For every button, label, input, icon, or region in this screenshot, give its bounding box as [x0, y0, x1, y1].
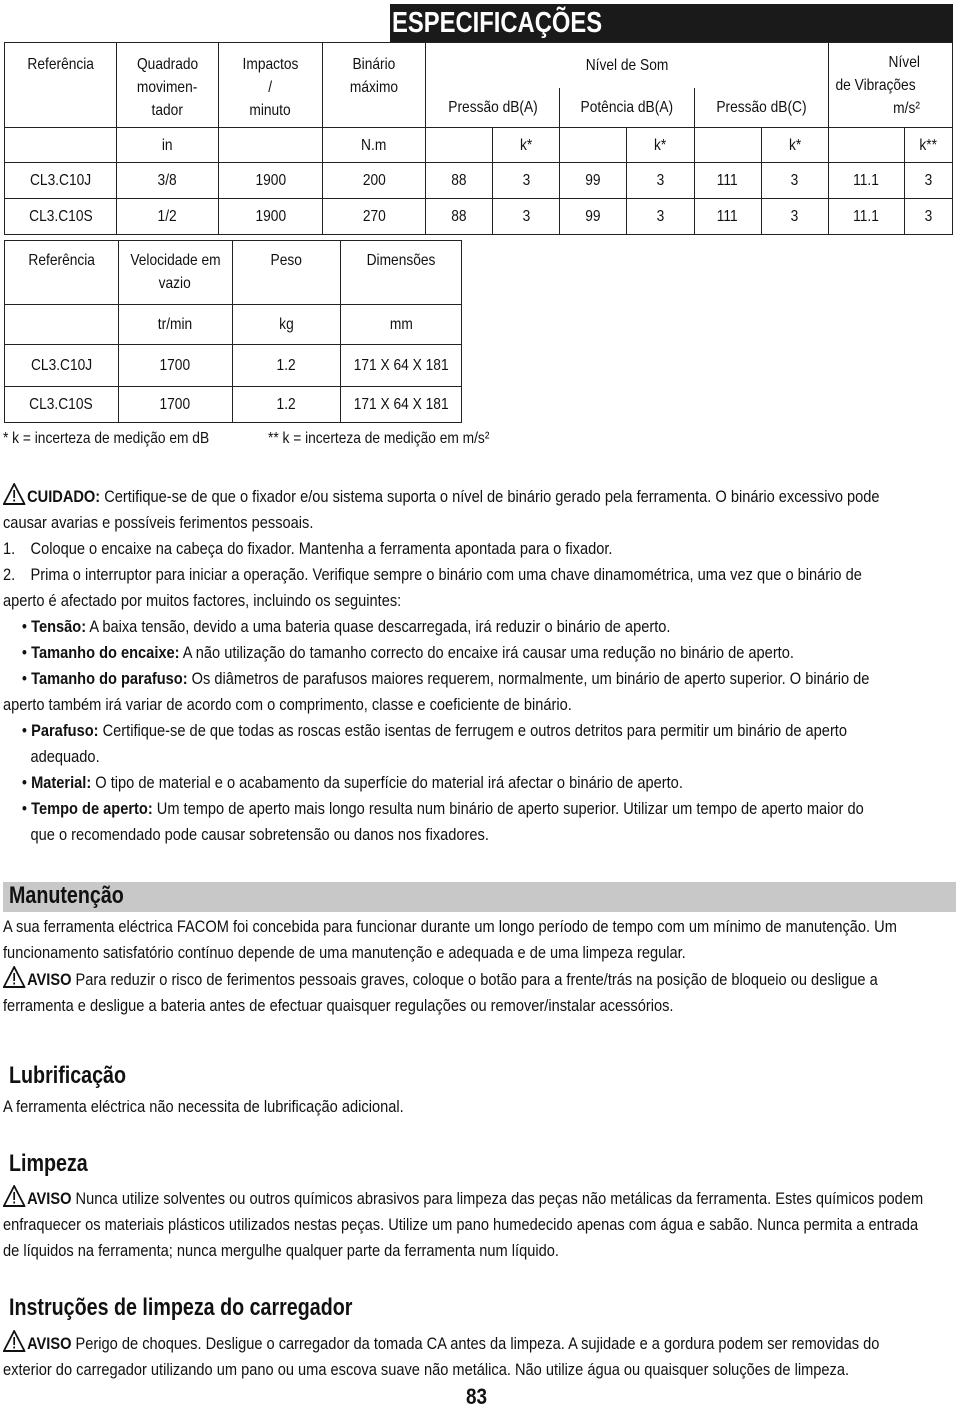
bullet-text: A baixa tensão, devido a uma bateria quase descarregada, irá reduzir o binário de aperto.	[86, 617, 671, 636]
unit-cell	[5, 305, 119, 345]
cleaning-text: enfraquecer os materiais plásticos utilizados nestas peças. Utilize um pano humedecido apenas com água e sabão. Nunca permita a entrada	[3, 1215, 919, 1234]
footnote-k2: ** k = incerteza de medição em m/s²	[268, 430, 490, 447]
header-reference: Referência	[5, 43, 117, 128]
warning-text: Nunca utilize solventes ou outros químicos abrasivos para limpeza das peças não metálicas da ferramenta. Estes químicos podem	[71, 1189, 924, 1208]
cell: 3	[761, 163, 828, 199]
bullet-text: Certifique-se de que todas as roscas estão isentas de ferrugem e outros detritos para permitir um binário de aperto	[98, 721, 848, 740]
bullet-text: aperto também irá variar de acordo com o comprimento, classe e coeficiente de binário.	[3, 695, 572, 714]
page-number: 83	[466, 1384, 488, 1409]
warning-label: AVISO	[27, 1334, 72, 1353]
cell-reference: CL3.C10J	[5, 345, 119, 387]
bullet-text: adequado.	[30, 747, 100, 766]
unit-cell: mm	[341, 305, 462, 345]
maintenance-warning	[3, 966, 878, 993]
charger-cleaning-section	[3, 1330, 943, 1383]
cell: 3	[761, 199, 828, 235]
cell: 1/2	[116, 199, 218, 235]
cell: 99	[560, 199, 627, 235]
bullet-text: Os diâmetros de parafusos maiores requerem, normalmente, um binário de aperto superior. O binário de	[187, 669, 870, 688]
bullet-text: Um tempo de aperto mais longo resulta num binário de aperto superior. Utilizar um tempo de aperto maior do	[152, 799, 864, 818]
cell: 88	[425, 163, 492, 199]
unit-cell: N.m	[322, 128, 425, 163]
cell: 1900	[219, 163, 323, 199]
cell: 1.2	[232, 345, 340, 387]
header-pressure-a: Pressão dB(A)	[425, 88, 559, 128]
cell: 171 X 64 X 181	[341, 387, 462, 423]
header-sound-level: Nível de Som	[425, 43, 828, 88]
unit-cell: in	[116, 128, 218, 163]
unit-cell	[219, 128, 323, 163]
cell: 99	[560, 163, 627, 199]
bullet-text: que o recomendado pode causar sobretensão ou danos nos fixadores.	[30, 825, 489, 844]
step-text: Coloque o encaixe na cabeça do fixador. Mantenha a ferramenta apontada para o fixador.	[30, 539, 613, 558]
cell: 3	[627, 163, 694, 199]
unit-cell: k*	[627, 128, 694, 163]
cleaning-section	[3, 1185, 943, 1264]
unit-cell: k*	[493, 128, 560, 163]
bullet-label: Parafuso:	[31, 721, 99, 740]
lubrication-heading: Lubrificação	[9, 1062, 127, 1089]
charger-cleaning-text: exterior do carregador utilizando um pano ou uma escova suave não metálica. Não utilize água ou quaisquer soluções de limpeza.	[3, 1360, 850, 1379]
unit-cell: kg	[232, 305, 340, 345]
cell: 3/8	[116, 163, 218, 199]
header-speed: Velocidade em vazio	[118, 241, 232, 305]
unit-cell: k**	[904, 128, 952, 163]
table-row	[5, 387, 462, 423]
cell: 1700	[118, 345, 232, 387]
step-number: 1.	[3, 539, 16, 558]
cell-reference: CL3.C10S	[5, 199, 117, 235]
units-row	[5, 128, 953, 163]
bullet-text: A não utilização do tamanho correcto do encaixe irá causar uma redução no binário de aperto.	[179, 643, 794, 662]
cell: 1900	[219, 199, 323, 235]
cell: 88	[425, 199, 492, 235]
unit-cell: tr/min	[118, 305, 232, 345]
caution-section	[3, 483, 943, 848]
cell: 11.1	[828, 199, 904, 235]
caution-text: causar avarias e possíveis ferimentos pessoais.	[3, 513, 314, 532]
warning-text: ferramenta e desligue a bateria antes de efectuar quaisquer regulações ou remover/instalar acessórios.	[3, 996, 674, 1015]
cleaning-text: de líquidos na ferramenta; nunca mergulhe qualquer parte da ferramenta num líquido.	[3, 1241, 559, 1260]
cell: 200	[322, 163, 425, 199]
bullet-material: • Material: O tipo de material e o acabamento da superfície do material irá afectar o binário de aperto.	[21, 773, 683, 792]
caution-line-1	[3, 483, 880, 510]
unit-cell	[694, 128, 761, 163]
warning-text: Para reduzir o risco de ferimentos pessoais graves, coloque o botão para a frente/trás na posição de bloqueio ou desligue a	[71, 970, 878, 989]
maintenance-heading: Manutenção	[9, 882, 124, 909]
charger-warning	[3, 1330, 880, 1357]
lubrication-text: A ferramenta eléctrica não necessita de lubrificação adicional.	[3, 1097, 404, 1116]
bullet-bolt-size: • Tamanho do parafuso: Os diâmetros de parafusos maiores requerem, normalmente, um binário de aperto superior. O binário de	[21, 669, 870, 688]
charger-cleaning-heading: Instruções de limpeza do carregador	[9, 1294, 358, 1321]
cleaning-warning	[3, 1185, 924, 1212]
header-reference: Referência	[5, 241, 119, 305]
unit-cell	[425, 128, 492, 163]
warning-icon	[3, 1185, 25, 1207]
warning-icon	[3, 1330, 25, 1352]
dimensions-table	[4, 240, 462, 423]
cell: 3	[904, 163, 952, 199]
units-row	[5, 305, 462, 345]
header-dimensions: Dimensões	[341, 241, 462, 305]
bullet-tightening-time: • Tempo de aperto: Um tempo de aperto mais longo resulta num binário de aperto superior. Utilizar um tempo de aperto maior do	[21, 799, 864, 818]
cell: 11.1	[828, 163, 904, 199]
cell: 1.2	[232, 387, 340, 423]
cell: 3	[493, 199, 560, 235]
header-square-drive: Quadrado movimen- tador	[116, 43, 218, 128]
header-max-torque: Binário máximo	[322, 43, 425, 128]
cleaning-heading: Limpeza	[9, 1150, 94, 1177]
cell: 270	[322, 199, 425, 235]
bullet-label: Tamanho do parafuso:	[31, 669, 188, 688]
bullet-voltage: • Tensão: A baixa tensão, devido a uma bateria quase descarregada, irá reduzir o binário de aperto.	[21, 617, 671, 636]
footnote-k: * k = incerteza de medição em dB	[3, 430, 210, 447]
bullet-label: Tamanho do encaixe:	[31, 643, 180, 662]
cell: 3	[493, 163, 560, 199]
specs-table	[4, 42, 953, 235]
step-number: 2.	[3, 565, 16, 584]
bullet-label: Tempo de aperto:	[31, 799, 153, 818]
header-vibration: Nível de Vibrações m/s²	[828, 43, 952, 128]
bullet-label: Material:	[31, 773, 92, 792]
bullet-bolt: • Parafuso: Certifique-se de que todas as roscas estão isentas de ferrugem e outros detritos para permitir um binário de aperto	[21, 721, 848, 740]
caution-text: Certifique-se de que o fixador e/ou sistema suporta o nível de binário gerado pela ferramenta. O binário excessivo pode	[100, 487, 880, 506]
header-power-a: Potência dB(A)	[560, 88, 694, 128]
unit-cell	[560, 128, 627, 163]
unit-cell	[828, 128, 904, 163]
bullet-socket-size: • Tamanho do encaixe: A não utilização do tamanho correcto do encaixe irá causar uma redução no binário de aperto.	[21, 643, 794, 662]
unit-cell	[5, 128, 117, 163]
lubrication-section	[3, 1094, 943, 1120]
header-weight: Peso	[232, 241, 340, 305]
bullet-label: Tensão:	[31, 617, 87, 636]
cell: 3	[627, 199, 694, 235]
warning-label: AVISO	[27, 970, 72, 989]
cell: 1700	[118, 387, 232, 423]
cell: 171 X 64 X 181	[341, 345, 462, 387]
table-row	[5, 345, 462, 387]
cell: 3	[904, 199, 952, 235]
step-1	[3, 536, 811, 562]
maintenance-text: A sua ferramenta eléctrica FACOM foi concebida para funcionar durante um longo período de tempo com um mínimo de manutenção. Um	[3, 917, 897, 936]
step-text: aperto é afectado por muitos factores, incluindo os seguintes:	[3, 591, 402, 610]
header-impacts: Impactos / minuto	[219, 43, 323, 128]
warning-label: AVISO	[27, 1189, 72, 1208]
header-pressure-c: Pressão dB(C)	[694, 88, 828, 128]
cell-reference: CL3.C10S	[5, 387, 119, 423]
caution-label: CUIDADO:	[27, 487, 101, 506]
table-row	[5, 199, 953, 235]
step-text: Prima o interruptor para iniciar a operação. Verifique sempre o binário com uma chave dinamométrica, uma vez que o binário de	[30, 565, 862, 584]
warning-icon	[3, 483, 25, 505]
cell: 111	[694, 163, 761, 199]
unit-cell: k*	[761, 128, 828, 163]
maintenance-section	[3, 914, 943, 1019]
cell-reference: CL3.C10J	[5, 163, 117, 199]
maintenance-text: funcionamento satisfatório contínuo depende de uma manutenção e adequada e de uma limpeza regular.	[3, 943, 686, 962]
bullet-text: O tipo de material e o acabamento da superfície do material irá afectar o binário de aperto.	[91, 773, 683, 792]
page-title: ESPECIFICAÇÕES	[392, 7, 603, 39]
cell: 111	[694, 199, 761, 235]
warning-icon	[3, 966, 25, 988]
warning-text: Perigo de choques. Desligue o carregador da tomada CA antes da limpeza. A sujidade e a gordura podem ser removidas do	[71, 1334, 880, 1353]
step-2	[3, 562, 862, 588]
table-row	[5, 163, 953, 199]
